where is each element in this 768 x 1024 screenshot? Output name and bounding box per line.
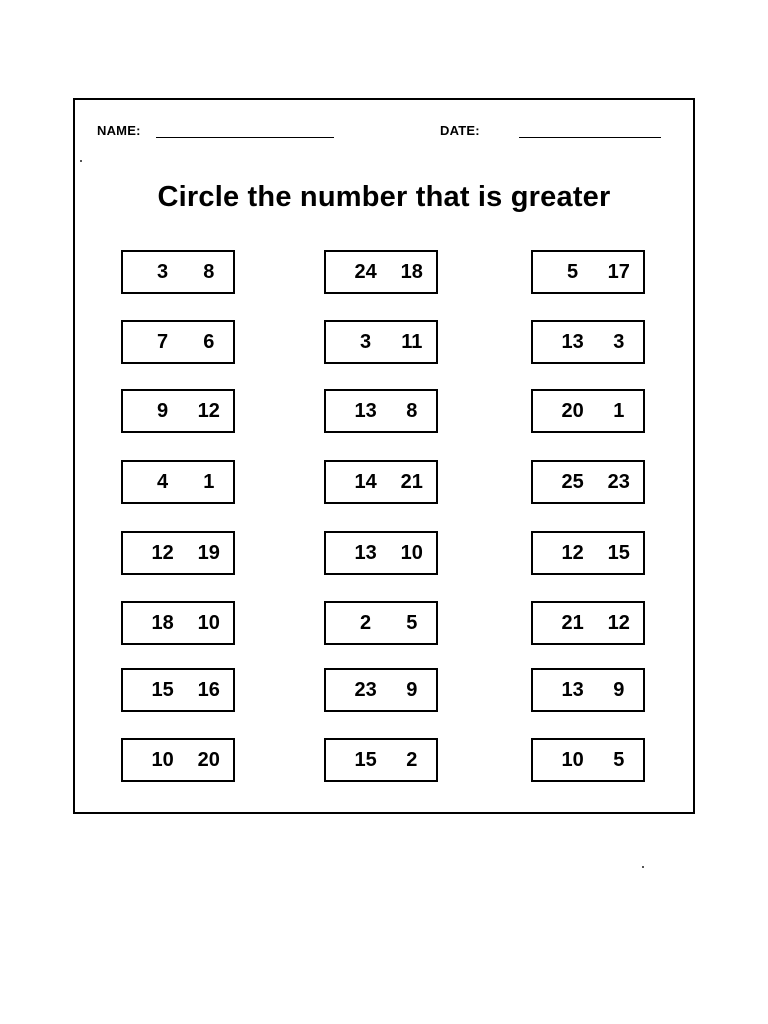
- second-number[interactable]: 12: [197, 400, 220, 422]
- second-number[interactable]: 5: [406, 612, 418, 634]
- number-pair-box: [531, 460, 645, 504]
- first-number[interactable]: 13: [561, 679, 584, 701]
- number-pair-box: [531, 738, 645, 782]
- number-pair-box: [121, 738, 235, 782]
- second-number[interactable]: 10: [197, 612, 220, 634]
- second-number[interactable]: 2: [406, 749, 418, 771]
- first-number[interactable]: 10: [151, 749, 174, 771]
- number-pair-box: [531, 320, 645, 364]
- first-number[interactable]: 18: [151, 612, 174, 634]
- second-number[interactable]: 5: [613, 749, 625, 771]
- second-number[interactable]: 10: [400, 542, 423, 564]
- number-pair-box: [531, 668, 645, 712]
- second-number[interactable]: 9: [613, 679, 625, 701]
- number-pair-box: [531, 250, 645, 294]
- number-pair-box: [324, 460, 438, 504]
- first-number[interactable]: 23: [354, 679, 377, 701]
- number-pair-box: [324, 738, 438, 782]
- second-number[interactable]: 19: [197, 542, 220, 564]
- number-pair-box: [121, 389, 235, 433]
- first-number[interactable]: 21: [561, 612, 584, 634]
- name-label: NAME:: [97, 123, 141, 138]
- second-number[interactable]: 6: [203, 331, 215, 353]
- first-number[interactable]: 20: [561, 400, 584, 422]
- second-number[interactable]: 1: [613, 400, 625, 422]
- first-number[interactable]: 24: [354, 261, 377, 283]
- number-pair-box: [531, 601, 645, 645]
- second-number[interactable]: 20: [197, 749, 220, 771]
- number-pair-box: [324, 320, 438, 364]
- first-number[interactable]: 12: [561, 542, 584, 564]
- first-number[interactable]: 2: [360, 612, 372, 634]
- scan-speck: [80, 160, 82, 162]
- number-pair-box: [531, 531, 645, 575]
- second-number[interactable]: 9: [406, 679, 418, 701]
- second-number[interactable]: 12: [607, 612, 630, 634]
- first-number[interactable]: 3: [157, 261, 169, 283]
- second-number[interactable]: 15: [607, 542, 630, 564]
- first-number[interactable]: 3: [360, 331, 372, 353]
- first-number[interactable]: 5: [567, 261, 579, 283]
- second-number[interactable]: 23: [607, 471, 630, 493]
- second-number[interactable]: 11: [401, 331, 423, 353]
- second-number[interactable]: 21: [400, 471, 423, 493]
- number-pair-box: [324, 601, 438, 645]
- first-number[interactable]: 7: [157, 331, 169, 353]
- first-number[interactable]: 10: [561, 749, 584, 771]
- first-number[interactable]: 12: [151, 542, 174, 564]
- number-pair-box: [324, 250, 438, 294]
- first-number[interactable]: 15: [151, 679, 174, 701]
- number-pair-box: [121, 460, 235, 504]
- number-pair-box: [121, 320, 235, 364]
- first-number[interactable]: 13: [354, 400, 377, 422]
- worksheet-title: Circle the number that is greater: [157, 181, 611, 213]
- date-label: DATE:: [440, 123, 480, 138]
- number-pair-box: [531, 389, 645, 433]
- date-field-line[interactable]: [519, 137, 661, 138]
- second-number[interactable]: 3: [613, 331, 625, 353]
- number-pair-box: [324, 531, 438, 575]
- number-pair-box: [324, 668, 438, 712]
- second-number[interactable]: 8: [406, 400, 418, 422]
- first-number[interactable]: 15: [354, 749, 377, 771]
- number-pair-box: [121, 250, 235, 294]
- scan-speck: [642, 866, 644, 868]
- second-number[interactable]: 17: [607, 261, 630, 283]
- second-number[interactable]: 18: [400, 261, 423, 283]
- number-pair-box: [324, 389, 438, 433]
- first-number[interactable]: 13: [354, 542, 377, 564]
- number-pair-box: [121, 668, 235, 712]
- second-number[interactable]: 8: [203, 261, 215, 283]
- first-number[interactable]: 4: [157, 471, 169, 493]
- name-field-line[interactable]: [156, 137, 334, 138]
- first-number[interactable]: 25: [561, 471, 584, 493]
- first-number[interactable]: 9: [157, 400, 169, 422]
- first-number[interactable]: 13: [561, 331, 584, 353]
- number-pair-box: [121, 601, 235, 645]
- number-pair-box: [121, 531, 235, 575]
- second-number[interactable]: 1: [203, 471, 215, 493]
- second-number[interactable]: 16: [197, 679, 220, 701]
- first-number[interactable]: 14: [354, 471, 377, 493]
